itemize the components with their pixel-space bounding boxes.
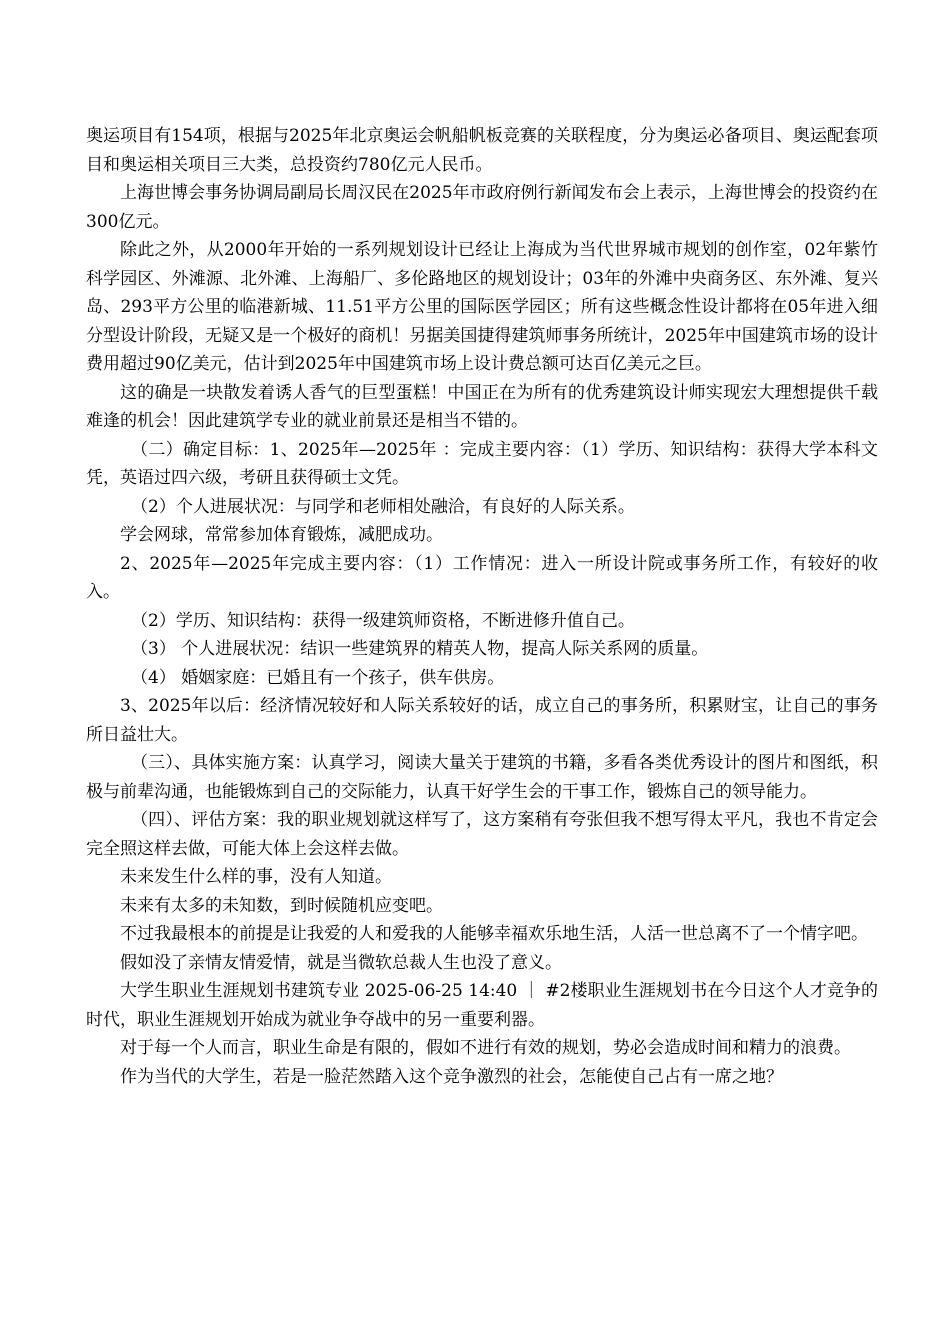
paragraph-future-unknown: 未来发生什么样的事，没有人知道。 — [120, 867, 392, 887]
paragraph-family: （4） 婚姻家庭：已婚且有一个孩子，供车供房。 — [131, 667, 505, 688]
document-page — [86, 122, 878, 1091]
paragraph-qualification: （2）学历、知识结构：获得一级建筑师资格，不断进修升值自己。 — [131, 610, 635, 631]
paragraph-career-plan-post: 大学生职业生涯规划书建筑专业 2025-06-25 14:40 ｜ #2楼职业生涯规划书在今日这个人才竞争的时代，职业生涯规划开始成为就业争夺战中的另一重要利器。 — [86, 981, 878, 1030]
paragraph-olympic-projects: 奥运项目有154项，根据与2025年北京奥运会帆船帆板竞赛的关联程度，分为奥运必备项目、奥运配套项目和奥运相关项目三大类，总投资约780亿元人民币。 — [86, 126, 878, 175]
paragraph-employment-prospects: 这的确是一块散发着诱人香气的巨型蛋糕！中国正在为所有的优秀建筑设计师实现宏大理想提供千载难逢的机会！因此建筑学专业的就业前景还是相当不错的。 — [86, 382, 878, 431]
paragraph-goal-stage-one: （二）确定目标：1、2025年—2025年 ：完成主要内容：（1）学历、知识结构：获得大学本科文凭，英语过四六级，考研且获得硕士文凭。 — [86, 439, 878, 488]
paragraph-limited-career: 对于每一个人而言，职业生命是有限的，假如不进行有效的规划，势必会造成时间和精力的浪费。 — [120, 1038, 851, 1058]
paragraph-personal-progress: （2）个人进展状况：与同学和老师相处融洽，有良好的人际关系。 — [131, 496, 635, 517]
paragraph-meaning: 假如没了亲情友情爱情，就是当微软总裁人生也没了意义。 — [120, 952, 562, 973]
paragraph-sports: 学会网球，常常参加体育锻炼，减肥成功。 — [120, 525, 443, 545]
paragraph-happiness: 不过我最根本的前提是让我爱的人和爱我的人能够幸福欢乐地生活，人活一世总离不了一个情字吧。 — [120, 924, 868, 944]
paragraph-goal-stage-two: 2、2025年—2025年完成主要内容：（1）工作情况：进入一所设计院或事务所工作，有较好的收入。 — [86, 553, 878, 602]
paragraph-network: （3） 个人进展状况：结识一些建筑界的精英人物，提高人际关系网的质量。 — [131, 639, 709, 659]
paragraph-evaluation-plan: （四）、评估方案：我的职业规划就这样写了，这方案稍有夸张但我不想写得太平凡，我也不肯定会完全照这样去做，可能大体上会这样去做。 — [86, 810, 878, 859]
paragraph-competition: 作为当代的大学生，若是一脸茫然踏入这个竞争激烈的社会，怎能使自己占有一席之地？ — [120, 1066, 783, 1087]
paragraph-expo-investment: 上海世博会事务协调局副局长周汉民在2025年市政府例行新闻发布会上表示，上海世博会的投资约在300亿元。 — [86, 183, 878, 232]
paragraph-shanghai-planning: 除此之外，从2000年开始的一系列规划设计已经让上海成为当代世界城市规划的创作室，02年紫竹科学园区、外滩源、北外滩、上海船厂、多伦路地区的规划设计；03年的外滩中央商务区、东外滩、复兴岛、293平方公里的临港新城、11.51平方公里的国际医学园区；所有这些概念性设计都将在05年进入细分型设计阶段，无疑又是一个极好的商机！另据美国捷得建筑师事务所统计，2025年中国建筑市场的设计费用超过90亿美元，估计到2025年中国建筑市场上设计费总额可达百亿美元之巨。 — [86, 240, 878, 374]
paragraph-goal-stage-three: 3、2025年以后：经济情况较好和人际关系较好的话，成立自己的事务所，积累财宝，让自己的事务所日益壮大。 — [86, 696, 878, 745]
paragraph-implementation-plan: （三）、具体实施方案：认真学习，阅读大量关于建筑的书籍，多看各类优秀设计的图片和图纸，积极与前辈沟通，也能锻炼到自己的交际能力，认真干好学生会的干事工作，锻炼自己的领导能力。 — [86, 753, 878, 802]
paragraph-adapt: 未来有太多的未知数，到时候随机应变吧。 — [120, 895, 443, 916]
